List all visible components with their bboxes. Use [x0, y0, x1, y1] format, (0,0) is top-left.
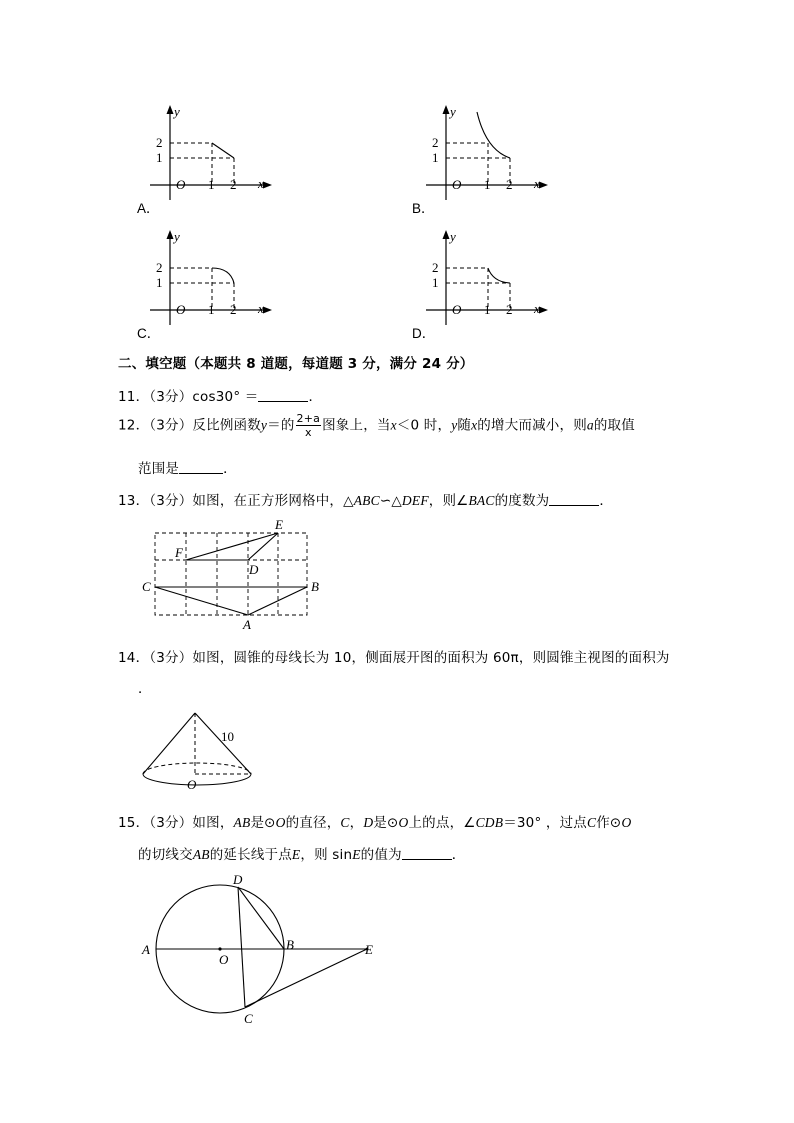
y-axis-label: y [450, 104, 456, 119]
label-f: F [175, 545, 183, 560]
label-slant-length: 10 [221, 729, 234, 744]
question-15-line2: 的切线交AB的延长线于点E，则 sinE的值为 ． [138, 847, 466, 863]
tick-y2: 2 [156, 135, 163, 150]
tick-x1: 1 [208, 177, 215, 192]
tick-x1: 1 [208, 302, 215, 317]
q13-answer-blank[interactable] [549, 493, 599, 506]
label-a: A [142, 942, 150, 957]
q13-number: 13． [118, 493, 150, 509]
label-o: O [187, 777, 197, 792]
question-14-line2: ． [138, 681, 152, 697]
label-c: C [244, 1011, 253, 1026]
tick-x2: 2 [506, 302, 513, 317]
tick-y1: 1 [432, 275, 439, 290]
option-b-label: B． [412, 201, 435, 216]
q13-grid-figure [135, 515, 335, 633]
q11-text: cos30° ＝ [192, 389, 259, 405]
label-o: O [219, 952, 229, 967]
question-11: 11．（3分）cos30° ＝ ． [118, 389, 323, 405]
tick-x2: 2 [230, 302, 237, 317]
question-15: 15．（3分）如图，AB是⊙O的直径，C，D是⊙O上的点，∠CDB＝30° ，过点C作⊙O [118, 815, 632, 831]
tick-y1: 1 [432, 150, 439, 165]
q12-number: 12． [118, 417, 150, 434]
tick-y2: 2 [432, 135, 439, 150]
option-c-label: C． [137, 326, 161, 341]
tick-x1: 1 [484, 302, 491, 317]
label-a: A [243, 617, 251, 632]
q13-score: （3分） [149, 493, 193, 509]
option-d-label: D． [412, 326, 436, 341]
q11-answer-blank[interactable] [258, 389, 308, 402]
y-axis-label: y [174, 229, 180, 244]
option-a-label: A． [137, 201, 160, 216]
question-12-line2: 范围是 ． [138, 461, 237, 477]
label-d: D [249, 562, 259, 577]
x-axis-label: x [258, 176, 264, 191]
question-13: 13．（3分）如图，在正方形网格中，△ABC∽△DEF，则∠BAC的度数为 ． [118, 493, 614, 509]
q12-answer-blank[interactable] [179, 461, 223, 474]
section-title: 二、填空题（本题共 8 道题，每道题 3 分，满分 24 分） [118, 356, 474, 372]
q12-fraction: $\frac{2+a}{x}$ [296, 412, 321, 439]
q12-score: （3分） [149, 417, 193, 434]
q15-score: （3分） [149, 815, 193, 831]
q15-circle-figure [135, 870, 385, 1030]
q11-score: （3分） [149, 389, 193, 405]
origin-label: O [452, 177, 462, 192]
question-12: 12．（3分）反比例函数y＝的 $\frac{2+a}{x}$ 图象上，当x＜0 时，y随x的增大而减小，则a的取值 [118, 412, 635, 439]
origin-label: O [176, 177, 186, 192]
q15-number: 15． [118, 815, 150, 831]
question-14: 14．（3分）如图，圆锥的母线长为 10，侧面展开图的面积为 60π，则圆锥主视图的面积为 [118, 650, 670, 666]
label-d: D [233, 872, 243, 887]
origin-label: O [176, 302, 186, 317]
label-b: B [311, 579, 319, 594]
origin-label: O [452, 302, 462, 317]
label-b: B [286, 937, 294, 952]
curve [488, 268, 510, 283]
tick-y1: 1 [156, 275, 163, 290]
curve [212, 268, 234, 283]
q14-number: 14． [118, 650, 150, 666]
y-axis-label: y [174, 104, 180, 119]
y-axis-label: y [450, 229, 456, 244]
tick-x2: 2 [230, 177, 237, 192]
x-axis-label: x [534, 176, 540, 191]
label-e: E [365, 942, 373, 957]
tick-y1: 1 [156, 150, 163, 165]
tick-y2: 2 [156, 260, 163, 275]
tick-x2: 2 [506, 177, 513, 192]
x-axis-label: x [258, 301, 264, 316]
tick-y2: 2 [432, 260, 439, 275]
label-c: C [142, 579, 151, 594]
label-e: E [275, 517, 283, 532]
q11-number: 11． [118, 389, 150, 405]
q14-cone-figure [135, 705, 265, 795]
x-axis-label: x [534, 301, 540, 316]
tick-x1: 1 [484, 177, 491, 192]
q15-answer-blank[interactable] [402, 847, 452, 860]
q14-score: （3分） [149, 650, 193, 666]
curve [477, 112, 510, 158]
curve [212, 143, 234, 158]
